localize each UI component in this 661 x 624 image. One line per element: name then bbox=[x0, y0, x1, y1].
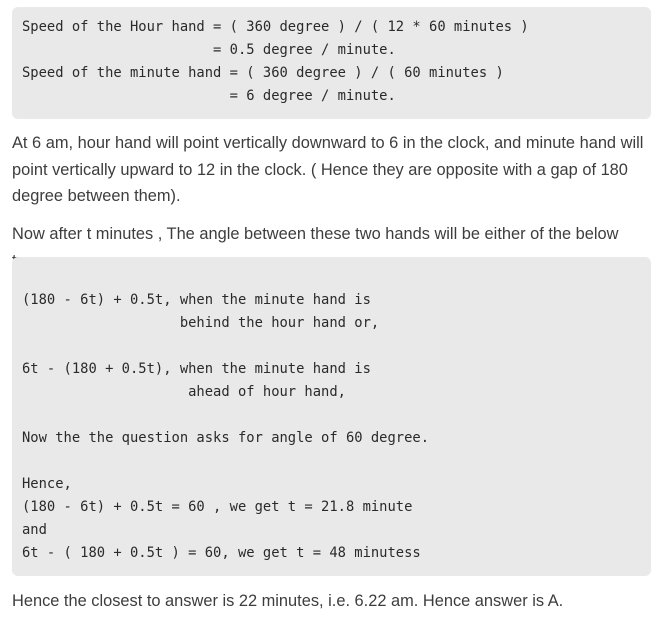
code-line: Hence, bbox=[22, 476, 72, 492]
code-line: = 6 degree / minute. bbox=[22, 88, 396, 104]
code-line: ahead of hour hand, bbox=[22, 384, 346, 400]
code-line: Speed of the Hour hand = ( 360 degree ) / ( 12 * 60 minutes ) bbox=[22, 19, 529, 35]
angle-code-block bbox=[12, 257, 651, 576]
code-line: Speed of the minute hand = ( 360 degree ) / ( 60 minutes ) bbox=[22, 65, 504, 81]
angle-intro-paragraph: Now after t minutes , The angle between these two hands will be either of the below bbox=[12, 225, 619, 243]
speed-code-block bbox=[12, 7, 651, 119]
code-line: = 0.5 degree / minute. bbox=[22, 42, 396, 58]
conclusion-paragraph: Hence the closest to answer is 22 minutes, i.e. 6.22 am. Hence answer is A. bbox=[12, 592, 564, 610]
code-line: behind the hour hand or, bbox=[22, 315, 380, 331]
code-line: (180 - 6t) + 0.5t, when the minute hand is bbox=[22, 292, 371, 308]
code-line: (180 - 6t) + 0.5t = 60 , we get t = 21.8 minute bbox=[22, 499, 413, 515]
code-line: Now the the question asks for angle of 60 degree. bbox=[22, 430, 430, 446]
code-line: 6t - ( 180 + 0.5t ) = 60, we get t = 48 minutess bbox=[22, 545, 421, 561]
explanation-paragraph: At 6 am, hour hand will point vertically downward to 6 in the clock, and minute hand will point vertically upward to 12 in the clock. ( Hence they are opposite with a gap of 180 degree between them). bbox=[12, 134, 644, 205]
code-line: 6t - (180 + 0.5t), when the minute hand is bbox=[22, 361, 371, 377]
code-line: and bbox=[22, 522, 47, 538]
